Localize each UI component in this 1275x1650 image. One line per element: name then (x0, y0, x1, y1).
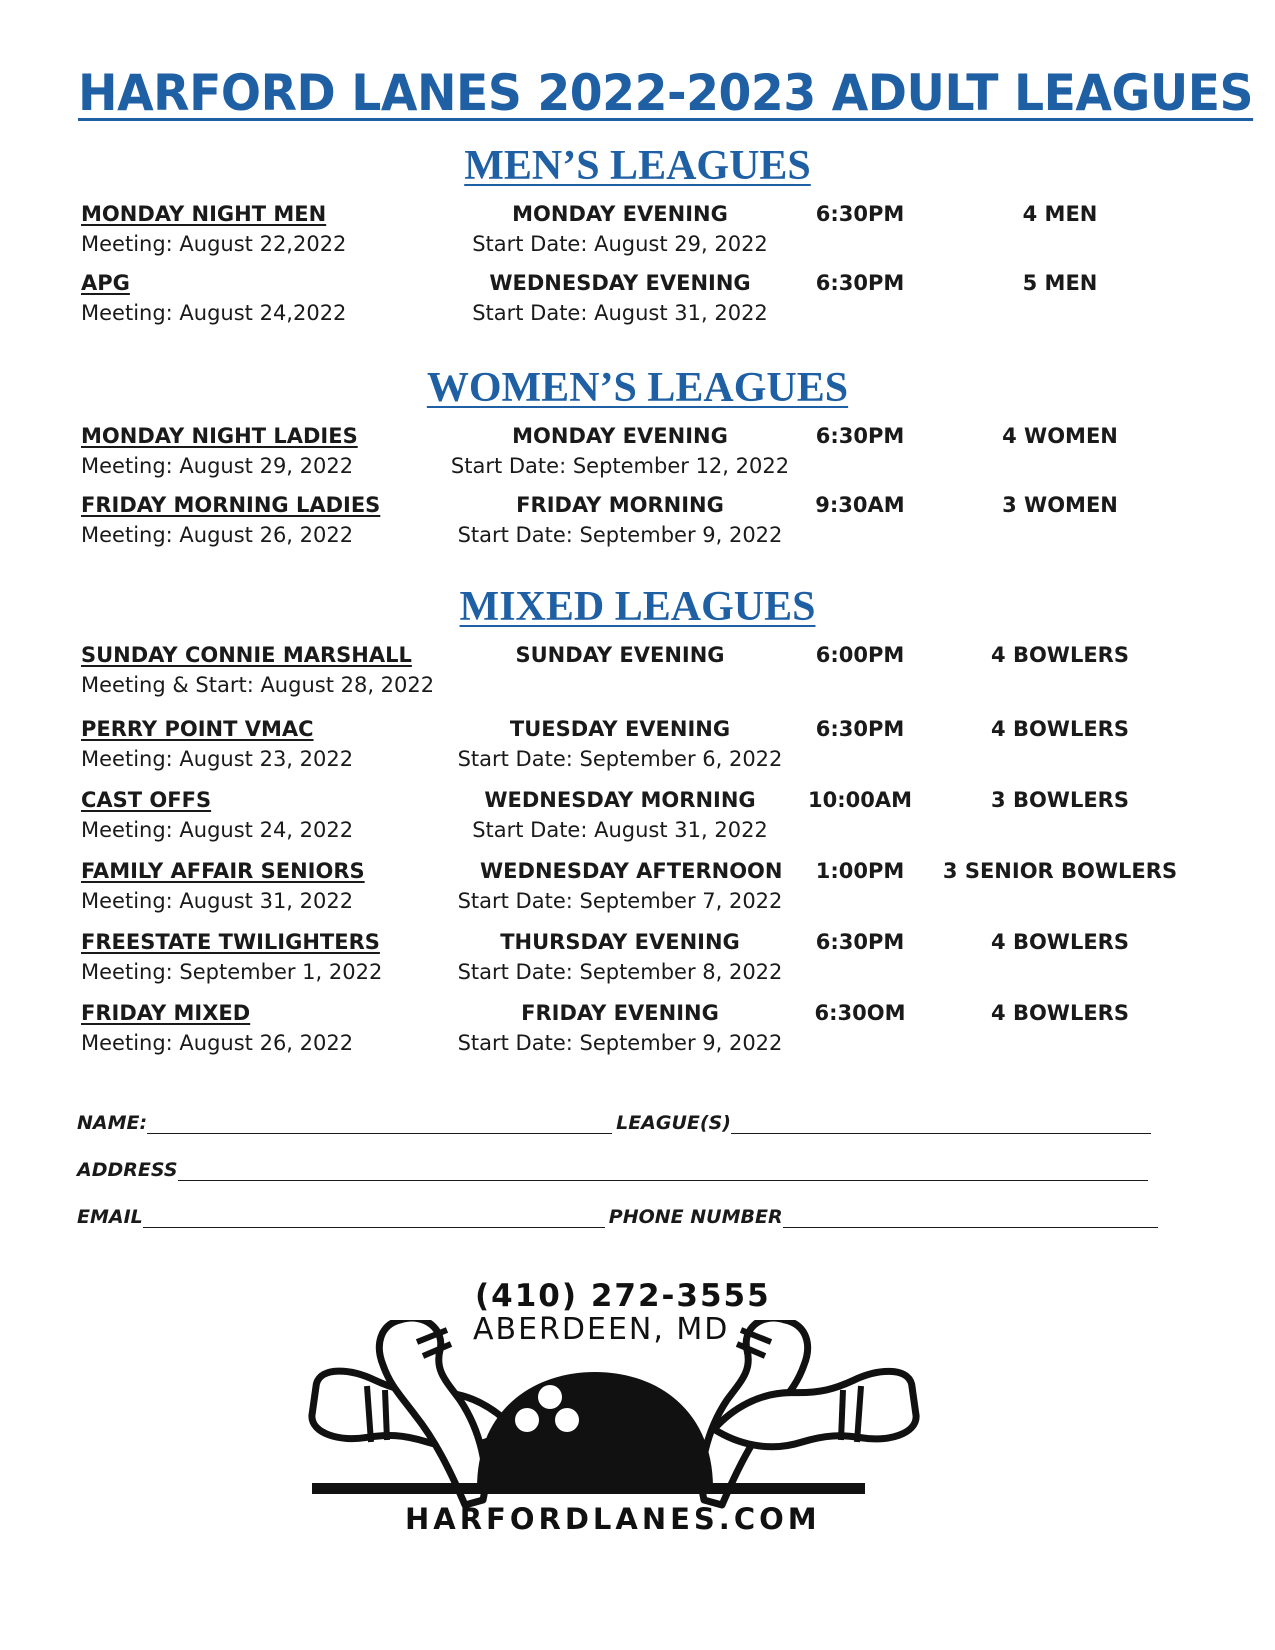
name-field[interactable] (147, 1111, 612, 1134)
logo-website: HARFORDLANES.COM (405, 1502, 821, 1536)
page-title: HARFORD LANES 2022-2023 ADULT LEAGUES (78, 64, 1254, 122)
league-team-size: 3 WOMEN (1002, 493, 1118, 517)
league-day: MONDAY EVENING (512, 424, 728, 448)
league-name: FREESTATE TWILIGHTERS (81, 930, 380, 954)
league-team-size: 3 SENIOR BOWLERS (942, 859, 1178, 883)
league-team-size: 4 WOMEN (1002, 424, 1118, 448)
bowling-pins-and-ball-icon (305, 1320, 925, 1580)
phone-label: PHONE NUMBER (608, 1206, 783, 1228)
league-day: TUESDAY EVENING (509, 717, 731, 741)
league-name: FRIDAY MIXED (81, 1001, 251, 1025)
league-team-size: 5 MEN (1022, 271, 1098, 295)
logo-phone: (410) 272-3555 (475, 1278, 771, 1314)
league-row (0, 785, 1275, 849)
league-team-size: 3 BOWLERS (991, 788, 1129, 812)
league-time: 6:30PM (815, 930, 905, 954)
league-name: SUNDAY CONNIE MARSHALL (81, 643, 412, 667)
league-name: FAMILY AFFAIR SENIORS (81, 859, 365, 883)
league-team-size: 4 BOWLERS (991, 717, 1129, 741)
address-label: ADDRESS (77, 1159, 178, 1181)
league-time: 6:30PM (815, 717, 905, 741)
league-meeting: Meeting: August 31, 2022 (81, 889, 354, 913)
league-start: Start Date: September 12, 2022 (450, 454, 790, 478)
league-name: CAST OFFS (81, 788, 212, 812)
address-field[interactable] (178, 1158, 1148, 1181)
league-start: Start Date: August 31, 2022 (472, 301, 768, 325)
league-day: WEDNESDAY AFTERNOON (480, 859, 783, 883)
league-name: MONDAY NIGHT LADIES (81, 424, 358, 448)
email-label: EMAIL (77, 1206, 143, 1228)
league-day: WEDNESDAY MORNING (484, 788, 756, 812)
league-day: FRIDAY MORNING (516, 493, 724, 517)
league-row (0, 268, 1275, 332)
league-time: 6:30PM (815, 202, 905, 226)
league-row (0, 856, 1275, 920)
mens-leagues-heading: MEN’S LEAGUES (464, 143, 811, 189)
league-row (0, 490, 1275, 554)
league-row (0, 421, 1275, 485)
league-row (0, 714, 1275, 778)
league-start: Start Date: August 29, 2022 (472, 232, 768, 256)
league-time: 1:00PM (815, 859, 905, 883)
league-meeting: Meeting: August 22,2022 (81, 232, 347, 256)
league-start: Start Date: September 7, 2022 (457, 889, 783, 913)
email-phone-line (77, 1198, 1162, 1228)
league-team-size: 4 MEN (1022, 202, 1098, 226)
league-meeting: Meeting: August 26, 2022 (81, 523, 354, 547)
womens-leagues-heading: WOMEN’S LEAGUES (426, 365, 849, 411)
league-day: SUNDAY EVENING (515, 643, 725, 667)
league-meeting: Meeting: August 26, 2022 (81, 1031, 354, 1055)
league-row (0, 998, 1275, 1062)
league-time: 6:00PM (815, 643, 905, 667)
league-time: 9:30AM (815, 493, 905, 517)
league-meeting: Meeting & Start: August 28, 2022 (81, 673, 435, 697)
league-time: 10:00AM (808, 788, 912, 812)
league-day: MONDAY EVENING (512, 202, 728, 226)
league-field[interactable] (731, 1111, 1151, 1134)
league-team-size: 4 BOWLERS (991, 930, 1129, 954)
league-name: PERRY POINT VMAC (81, 717, 314, 741)
logo-city: ABERDEEN, MD (473, 1312, 730, 1347)
name-league-line (77, 1104, 1155, 1134)
league-meeting: Meeting: September 1, 2022 (81, 960, 383, 984)
league-team-size: 4 BOWLERS (991, 643, 1129, 667)
league-name: APG (81, 271, 130, 295)
league-meeting: Meeting: August 24, 2022 (81, 818, 354, 842)
league-team-size: 4 BOWLERS (991, 1001, 1129, 1025)
league-start: Start Date: September 9, 2022 (457, 1031, 783, 1055)
league-day: THURSDAY EVENING (500, 930, 740, 954)
name-label: NAME: (77, 1112, 148, 1134)
league-meeting: Meeting: August 24,2022 (81, 301, 347, 325)
phone-field[interactable] (783, 1205, 1158, 1228)
league-meeting: Meeting: August 23, 2022 (81, 747, 354, 771)
league-row (0, 199, 1275, 263)
league-label: LEAGUE(S) (616, 1112, 731, 1134)
address-line (77, 1151, 1152, 1181)
league-row (0, 927, 1275, 991)
league-name: MONDAY NIGHT MEN (81, 202, 327, 226)
league-day: FRIDAY EVENING (521, 1001, 719, 1025)
league-day: WEDNESDAY EVENING (489, 271, 751, 295)
league-time: 6:30PM (815, 271, 905, 295)
league-row (0, 640, 1275, 704)
league-start: Start Date: September 6, 2022 (457, 747, 783, 771)
harford-lanes-logo (305, 1278, 925, 1580)
league-start: Start Date: September 9, 2022 (457, 523, 783, 547)
league-meeting: Meeting: August 29, 2022 (81, 454, 354, 478)
league-name: FRIDAY MORNING LADIES (81, 493, 381, 517)
email-field[interactable] (143, 1205, 605, 1228)
league-start: Start Date: August 31, 2022 (472, 818, 768, 842)
league-time: 6:30OM (814, 1001, 906, 1025)
mixed-leagues-heading: MIXED LEAGUES (459, 584, 816, 630)
league-start: Start Date: September 8, 2022 (457, 960, 783, 984)
league-time: 6:30PM (815, 424, 905, 448)
